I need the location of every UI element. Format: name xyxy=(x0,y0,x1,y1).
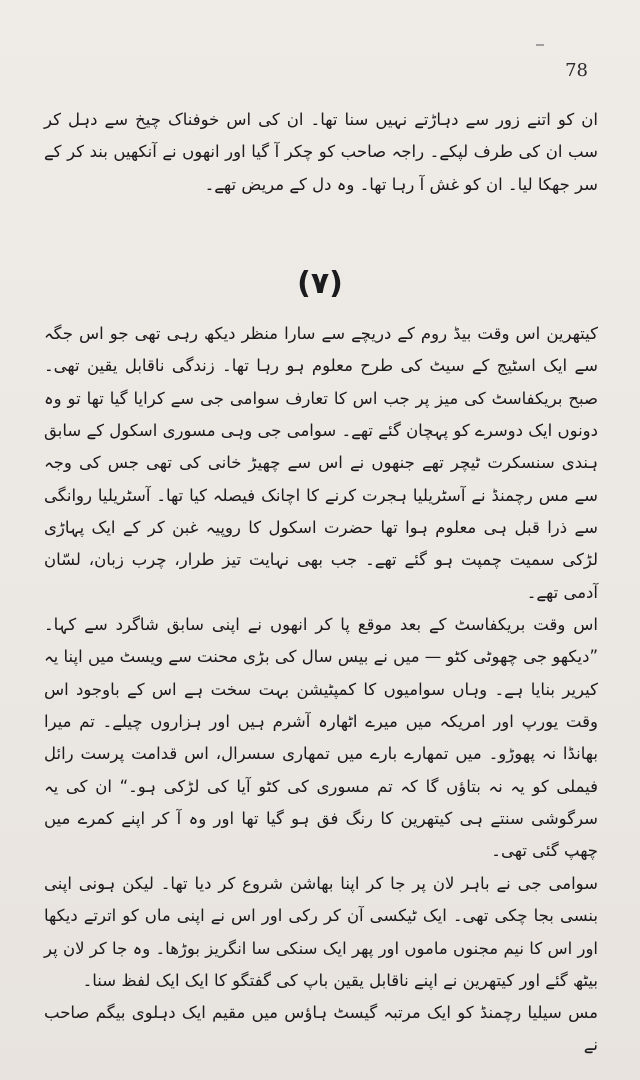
chapter-marker: (۷) xyxy=(297,266,343,301)
header-mark xyxy=(536,44,544,46)
page-number: 78 xyxy=(565,60,588,81)
paragraph-5: مس سیلیا رچمنڈ کو ایک مرتبہ گیسٹ ہاؤس میں مقیم ایک دہلوی بیگم صاحب نے xyxy=(44,1003,598,1055)
paragraph-3: اس وقت بریکفاسٹ کے بعد موقع پا کر انھوں نے اپنی سابق شاگرد سے کہا۔ ”دیکھو جی چھوٹی کٹو — میں نے بیس سال کی بڑی محنت سے ویسٹ میں اپنا یہ کیریر بنایا ہے۔ وہاں سوامیوں کا کمپٹیشن بہت سخت ہے اس کے باوجود اس وقت یورپ اور امریکہ میں میرے اٹھارہ آشرم ہیں اور ہزاروں چیلے۔ تم میرا بھانڈا نہ پھوڑو۔ میں تمھارے بارے میں تمھاری سسرال، اس قدامت پرست رائل فیملی کو یہ نہ بتاؤں گا کہ تم مسوری کی کٹو آیا کی لڑکی ہو۔“ ان کی یہ سرگوشی سنتے ہی کیتھرین کا رنگ فق ہو گیا تھا اور وہ آ کر اپنے کمرے میں چھپ گئی تھی۔ xyxy=(44,615,598,861)
paragraph-4: سوامی جی نے باہر لان پر جا کر اپنا بھاشن شروع کر دیا تھا۔ لیکن ہونی اپنی بنسی بجا چکی تھی۔ ایک ٹیکسی آن کر رکی اور اس نے اپنی ماں کو اترتے دیکھا اور اس کا نیم مجنوں ماموں اور پھر ایک سنکی سا انگریز بوڑھا۔ وہ جا کر لان پر بیٹھ گئے اور کیتھرین نے اپنے ناقابل یقین باپ کی گفتگو کا ایک ایک لفظ سنا۔ xyxy=(44,874,598,991)
paragraph-2: کیتھرین اس وقت بیڈ روم کے دریچے سے سارا منظر دیکھ رہی تھی جو اس جگہ سے ایک اسٹیج کے سیٹ کی طرح معلوم ہو رہا تھا۔ زندگی ناقابل یقین تھی۔ صبح بریکفاسٹ کی میز پر جب اس کا تعارف سوامی جی سے کرایا گیا تھا تو وہ دونوں ایک دوسرے کو پہچان گئے تھے۔ سوامی جی وہی مسوری اسکول کے سابق ہندی سنسکرت ٹیچر تھے جنھوں نے اس سے چھیڑ خانی کی تھی جس کی وجہ سے مس رچمنڈ نے آسٹریلیا ہجرت کرنے کا اچانک فیصلہ کیا تھا۔ آسٹریلیا روانگی سے ذرا قبل ہی معلوم ہوا تھا حضرت اسکول کا روپیہ غبن کر کے ایک پہاڑی لڑکی سمیت چمپت ہو گئے تھے۔ جب بھی نہایت تیز طرار، چرب زبان، لسّان آدمی تھے۔ xyxy=(44,324,598,602)
paragraph-1: ان کو اتنے زور سے دہاڑتے نہیں سنا تھا۔ ان کی اس خوفناک چیخ سے دہل کر سب ان کی طرف لپکے۔ راجہ صاحب کو چکر آ گیا اور انھوں نے آنکھیں بند کر کے سر جھکا لیا۔ ان کو غش آ رہا تھا۔ وہ دل کے مریض تھے۔ xyxy=(44,110,598,194)
